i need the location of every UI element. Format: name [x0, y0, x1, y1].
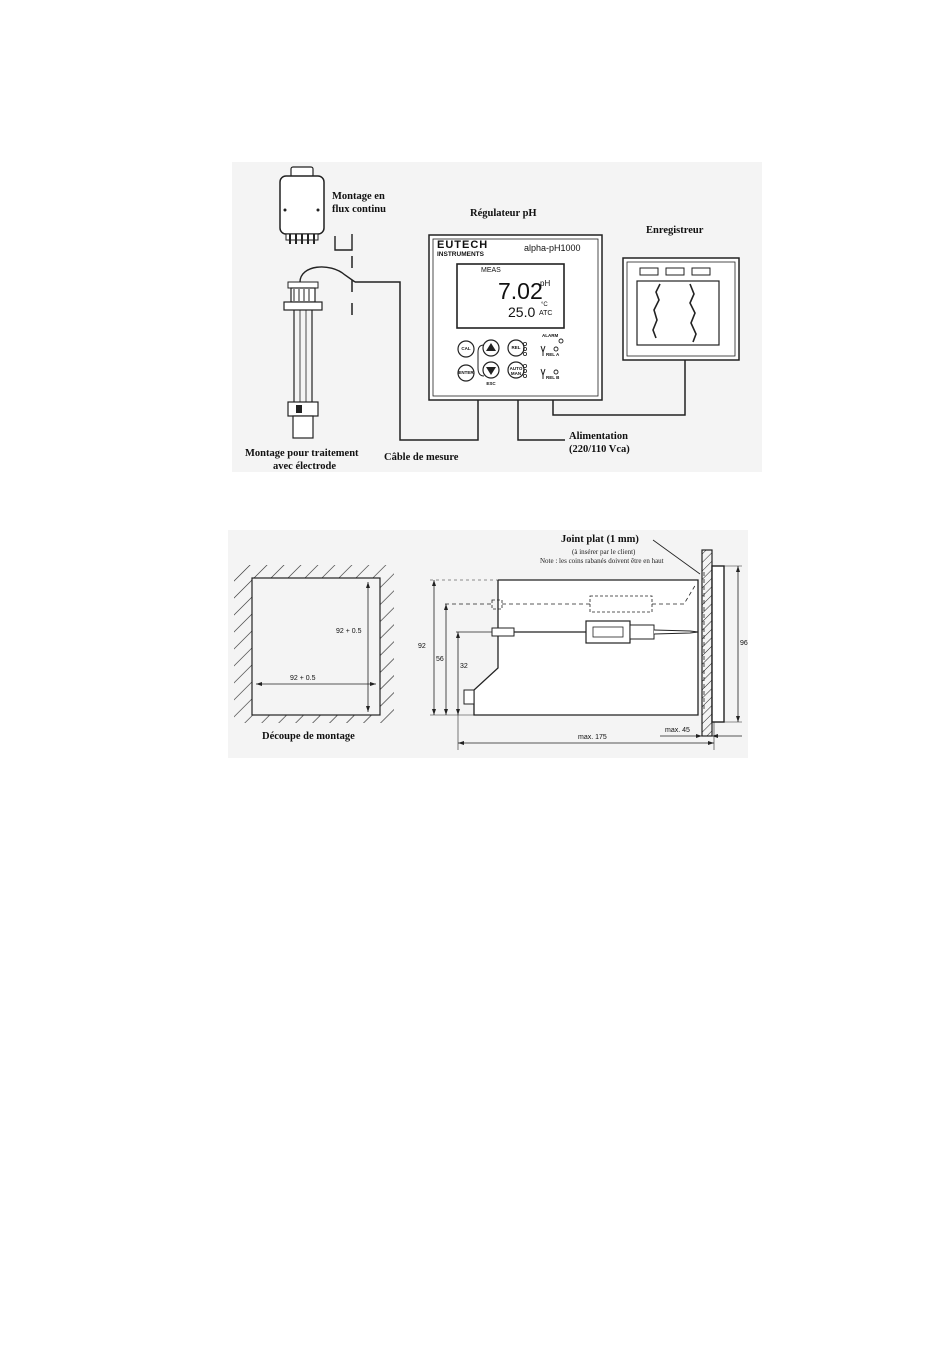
brand-logo: EUTECH [437, 239, 489, 251]
power-label-line1: Alimentation [569, 431, 628, 442]
flow-mount-label-line2: flux continu [332, 204, 386, 215]
controller-label: Régulateur pH [470, 208, 537, 219]
bottom-diagram [228, 530, 748, 758]
flow-mount-label-line1: Montage en [332, 191, 385, 202]
treatment-mount-label-line1: Montage pour traitement [245, 448, 359, 459]
dimension-92: 92 [418, 643, 426, 650]
cal-key-label: CAL [461, 346, 471, 351]
alarm-indicator-label: ALARM [542, 333, 559, 338]
temperature-mode: ATC [539, 310, 553, 317]
gasket-note-2: Note : les coins rabanés doivent être en haut [540, 557, 664, 565]
dimension-56: 56 [436, 656, 444, 663]
dimension-96: 96 [740, 640, 748, 647]
cutout-width-dimension: 92 + 0.5 [290, 675, 316, 682]
dimension-max-45: max. 45 [665, 727, 690, 734]
rel-b-indicator-label: REL B [546, 375, 560, 380]
ph-unit: pH [540, 279, 551, 288]
rel-a-indicator-label: REL A [546, 352, 560, 357]
treatment-mount-label-line2: avec électrode [273, 461, 337, 472]
cutout-height-dimension: 92 + 0.5 [336, 628, 362, 635]
power-label-line2: (220/110 Vca) [569, 444, 630, 455]
temperature-unit: °C [541, 302, 548, 308]
cutout-title: Découpe de montage [262, 731, 355, 742]
recorder-unit [623, 258, 739, 360]
auto-man-key-label: AUTO MAN [509, 366, 523, 376]
cable-label: Câble de mesure [384, 452, 459, 463]
esc-key-label: ESC [486, 381, 496, 386]
brand-subtitle: INSTRUMENTS [437, 251, 484, 258]
model-name: alpha-pH1000 [524, 243, 581, 253]
ph-reading: 7.02 [498, 278, 543, 304]
lcd-mode: MEAS [481, 267, 501, 274]
temperature-reading: 25.0 [508, 304, 536, 320]
enter-key-label: ENTER [458, 370, 474, 375]
rel-key-label: REL [511, 345, 521, 350]
panel-cutout-drawing [234, 565, 394, 723]
gasket-note-1: (à insérer par le client) [572, 548, 636, 556]
recorder-label: Enregistreur [646, 225, 704, 236]
dimension-max-175: max. 175 [578, 734, 607, 741]
gasket-title: Joint plat (1 mm) [561, 534, 639, 545]
dimension-32: 32 [460, 663, 468, 670]
